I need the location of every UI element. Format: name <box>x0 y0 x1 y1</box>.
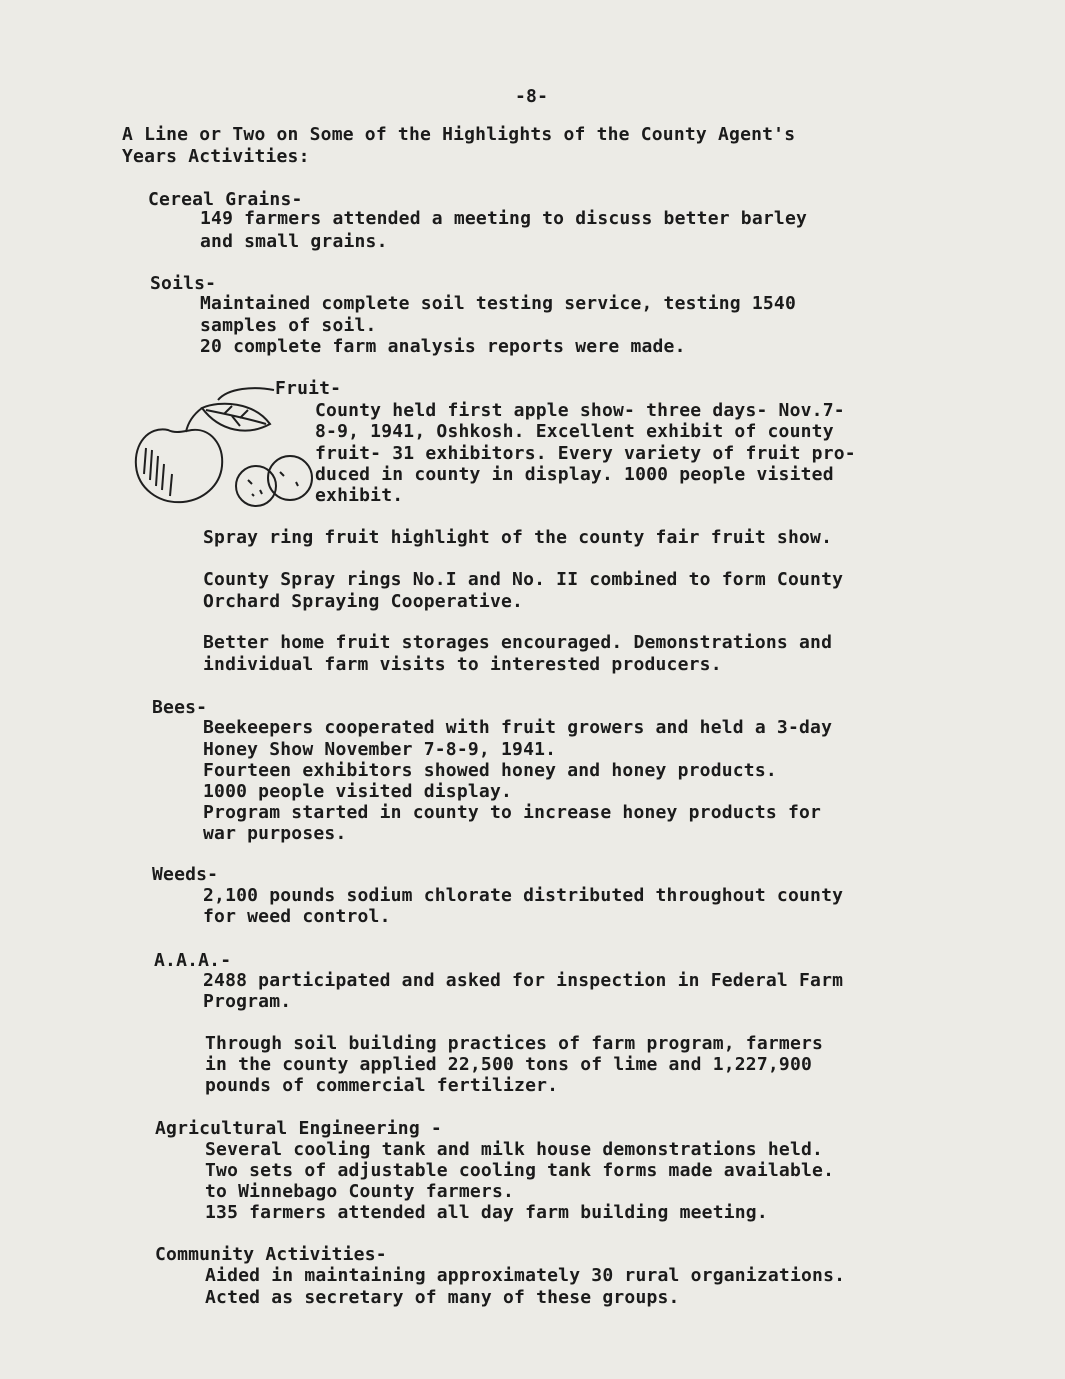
ag-eng-line-4: 135 farmers attended all day farm building meeting. <box>205 1202 768 1223</box>
soils-line-2: samples of soil. <box>200 315 377 336</box>
bees-line-3: Fourteen exhibitors showed honey and honey products. <box>203 760 777 781</box>
fruit-para2-line-1: Spray ring fruit highlight of the county fair fruit show. <box>203 527 833 548</box>
fruit-line-5: exhibit. <box>315 485 404 506</box>
weeds-line-1: 2,100 pounds sodium chlorate distributed throughout county <box>203 885 844 906</box>
bees-line-4: 1000 people visited display. <box>203 781 513 802</box>
bees-line-5: Program started in county to increase honey products for <box>203 802 822 823</box>
cereal-line-1: 149 farmers attended a meeting to discuss better barley <box>200 208 808 229</box>
weeds-line-2: for weed control. <box>203 906 391 927</box>
fruit-para3-line-2: Orchard Spraying Cooperative. <box>203 591 524 612</box>
fruit-para4-line-2: individual farm visits to interested producers. <box>203 654 722 675</box>
ag-eng-line-1: Several cooling tank and milk house demonstrations held. <box>205 1139 824 1160</box>
heading-line-2: Years Activities: <box>122 146 310 167</box>
bees-line-6: war purposes. <box>203 823 347 844</box>
community-line-1: Aided in maintaining approximately 30 rural organizations. <box>205 1265 846 1286</box>
section-title-community: Community Activities- <box>155 1244 387 1265</box>
fruit-line-1: County held first apple show- three days- Nov.7- <box>315 400 845 421</box>
aaa-line-2: Program. <box>203 991 292 1012</box>
ag-eng-line-3: to Winnebago County farmers. <box>205 1181 515 1202</box>
section-title-fruit: Fruit- <box>275 378 342 399</box>
heading-line-1: A Line or Two on Some of the Highlights of the County Agent's <box>122 124 796 145</box>
fruit-line-3: fruit- 31 exhibitors. Every variety of fruit pro- <box>315 443 856 464</box>
soils-line-3: 20 complete farm analysis reports were made. <box>200 336 686 357</box>
fruit-line-2: 8-9, 1941, Oshkosh. Excellent exhibit of county <box>315 421 834 442</box>
soils-line-1: Maintained complete soil testing service, testing 1540 <box>200 293 796 314</box>
section-title-bees: Bees- <box>152 697 208 718</box>
fruit-para3-line-1: County Spray rings No.I and No. II combined to form County <box>203 569 844 590</box>
aaa-para2-line-3: pounds of commercial fertilizer. <box>205 1075 559 1096</box>
bees-line-2: Honey Show November 7-8-9, 1941. <box>203 739 557 760</box>
section-title-ag-engineering: Agricultural Engineering - <box>155 1118 442 1139</box>
bees-line-1: Beekeepers cooperated with fruit growers and held a 3-day <box>203 717 833 738</box>
section-title-cereal: Cereal Grains- <box>148 189 303 210</box>
section-title-soils: Soils- <box>150 273 217 294</box>
section-title-weeds: Weeds- <box>152 864 219 885</box>
fruit-para4-line-1: Better home fruit storages encouraged. Demonstrations and <box>203 632 833 653</box>
aaa-line-1: 2488 participated and asked for inspection in Federal Farm <box>203 970 844 991</box>
aaa-para2-line-1: Through soil building practices of farm program, farmers <box>205 1033 824 1054</box>
ag-eng-line-2: Two sets of adjustable cooling tank forms made available. <box>205 1160 835 1181</box>
fruit-line-4: duced in county in display. 1000 people visited <box>315 464 834 485</box>
page-number: -8- <box>515 86 549 107</box>
community-line-2: Acted as secretary of many of these groups. <box>205 1287 680 1308</box>
cereal-line-2: and small grains. <box>200 231 388 252</box>
aaa-para2-line-2: in the county applied 22,500 tons of lime and 1,227,900 <box>205 1054 813 1075</box>
section-title-aaa: A.A.A.- <box>154 950 232 971</box>
